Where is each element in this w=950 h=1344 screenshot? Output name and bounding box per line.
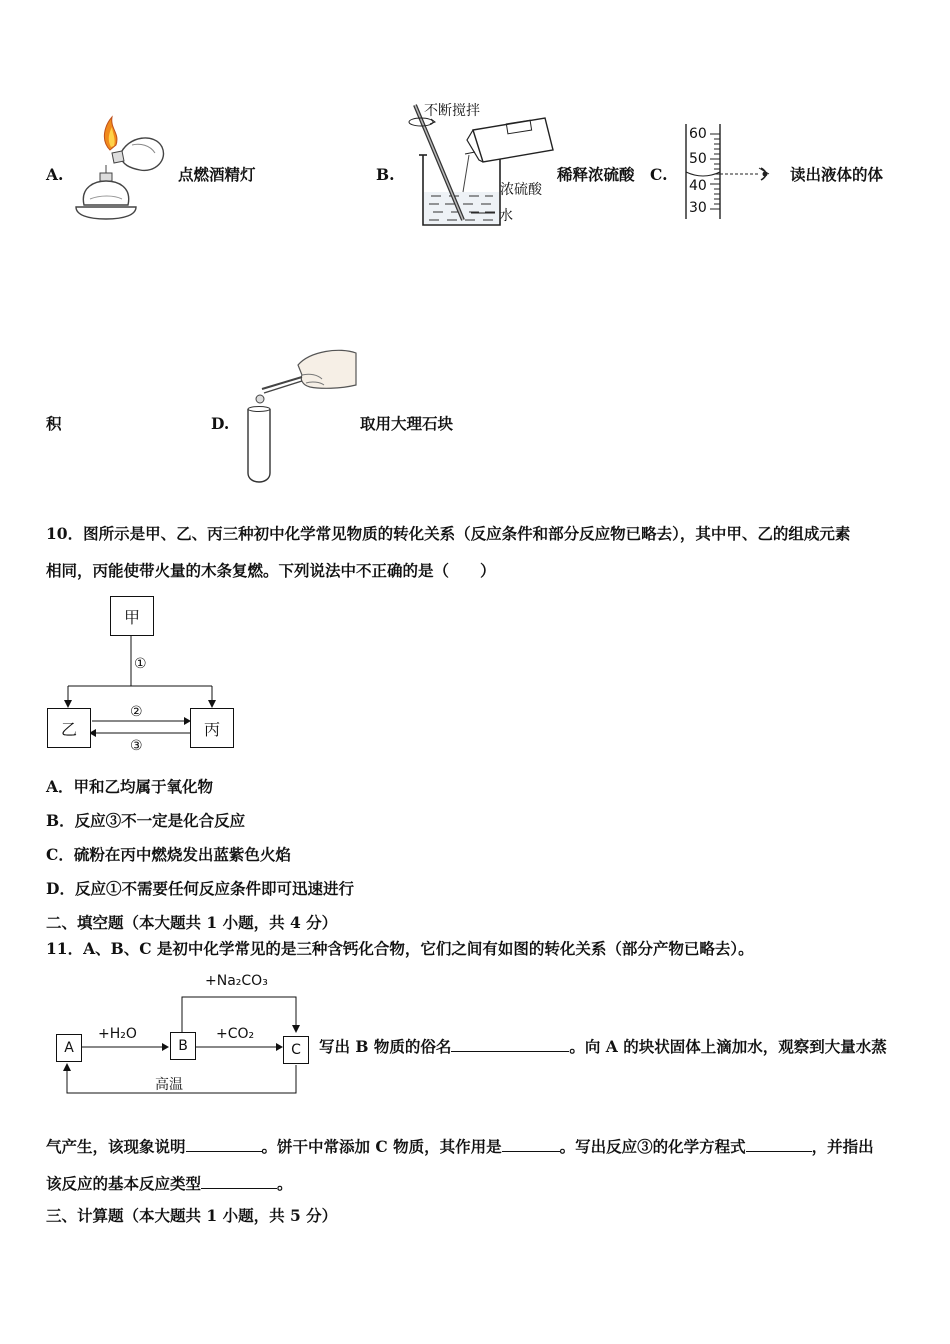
alcohol-lamp-figure [70, 115, 175, 225]
node-bing: 丙 [190, 708, 234, 748]
q11-line2-part-b: 。饼干中常添加 C 物质，其作用是 [261, 1137, 502, 1156]
tick-30: 30 [689, 200, 707, 216]
arrow-label-heat: 高温 [155, 1077, 183, 1093]
stir-label: 不断搅拌 [424, 103, 480, 119]
q11-line1 [319, 1035, 887, 1057]
section-3-heading: 三、计算题（本大题共 1 小题，共 5 分） [46, 1206, 338, 1225]
node-c: C [283, 1036, 309, 1064]
tick-40: 40 [689, 178, 707, 194]
q10-option-d: D．反应①不需要任何反应条件即可迅速进行 [46, 879, 354, 898]
option-c-label-cont: 积 [46, 414, 62, 433]
tick-60: 60 [689, 126, 707, 142]
q11-line2-part-a: 气产生，该现象说明 [46, 1137, 186, 1156]
option-a-letter: A. [46, 165, 64, 184]
q11-stem: 11．A、B、C 是初中化学常见的是三种含钙化合物，它们之间有如图的转化关系（部分产物已略去）。 [46, 939, 754, 958]
arrow-label-h2o: +H₂O [98, 1026, 137, 1042]
arrow-label-2: ② [130, 704, 143, 720]
section-2-heading: 二、填空题（本大题共 1 小题，共 4 分） [46, 913, 338, 932]
blank-reaction-type[interactable] [201, 1172, 277, 1189]
acid-label: 浓硫酸 [500, 182, 542, 198]
q11-line3-part-a: 该反应的基本反应类型 [46, 1174, 202, 1193]
q10-option-b: B．反应③不一定是化合反应 [46, 811, 246, 830]
blank-phenomenon[interactable] [186, 1135, 262, 1152]
option-a-label: 点燃酒精灯 [178, 165, 256, 184]
node-yi: 乙 [47, 708, 91, 748]
option-d-label: 取用大理石块 [360, 414, 454, 433]
q11-line2-part-d: ，并指出 [811, 1137, 874, 1156]
q10-option-a: A．甲和乙均属于氧化物 [46, 777, 214, 796]
marble-tube-figure [240, 345, 360, 487]
q10-stem-line1: 10．图所示是甲、乙、丙三种初中化学常见物质的转化关系（反应条件和部分反应物已略去），其中甲、乙的组成元素 [46, 524, 851, 543]
q10-option-c: C．硫粉在丙中燃烧发出蓝紫色火焰 [46, 845, 291, 864]
arrow-label-3: ③ [130, 738, 143, 754]
option-b-letter: B. [376, 165, 395, 184]
node-jia: 甲 [110, 596, 154, 636]
option-c-letter: C. [650, 165, 668, 184]
blank-c-function[interactable] [502, 1135, 560, 1152]
q11-line1-part-b: 。向 A 的块状固体上滴加水，观察到大量水蒸 [569, 1037, 887, 1056]
arrow-label-na2co3: +Na₂CO₃ [205, 973, 268, 989]
option-d-letter: D. [211, 414, 230, 433]
option-c-label: 读出液体的体 [790, 165, 884, 184]
water-label: 水 [499, 208, 513, 224]
q11-line3-part-b: 。 [277, 1174, 293, 1193]
q11-line2 [46, 1135, 874, 1157]
q11-line1-part-a: 写出 B 物质的俗名 [319, 1037, 452, 1056]
tick-50: 50 [689, 151, 707, 167]
arrow-label-co2: +CO₂ [216, 1026, 255, 1042]
option-b-label: 稀释浓硫酸 [557, 165, 635, 184]
q11-line3 [46, 1172, 293, 1194]
node-b: B [170, 1032, 196, 1060]
arrow-label-1: ① [134, 656, 147, 672]
blank-equation[interactable] [746, 1135, 812, 1152]
q11-line2-part-c: 。写出反应③的化学方程式 [559, 1137, 746, 1156]
node-a: A [56, 1034, 82, 1062]
q10-stem-line2: 相同，丙能使带火量的木条复燃。下列说法中不正确的是（ ） [46, 561, 496, 580]
blank-b-common-name[interactable] [451, 1035, 569, 1052]
